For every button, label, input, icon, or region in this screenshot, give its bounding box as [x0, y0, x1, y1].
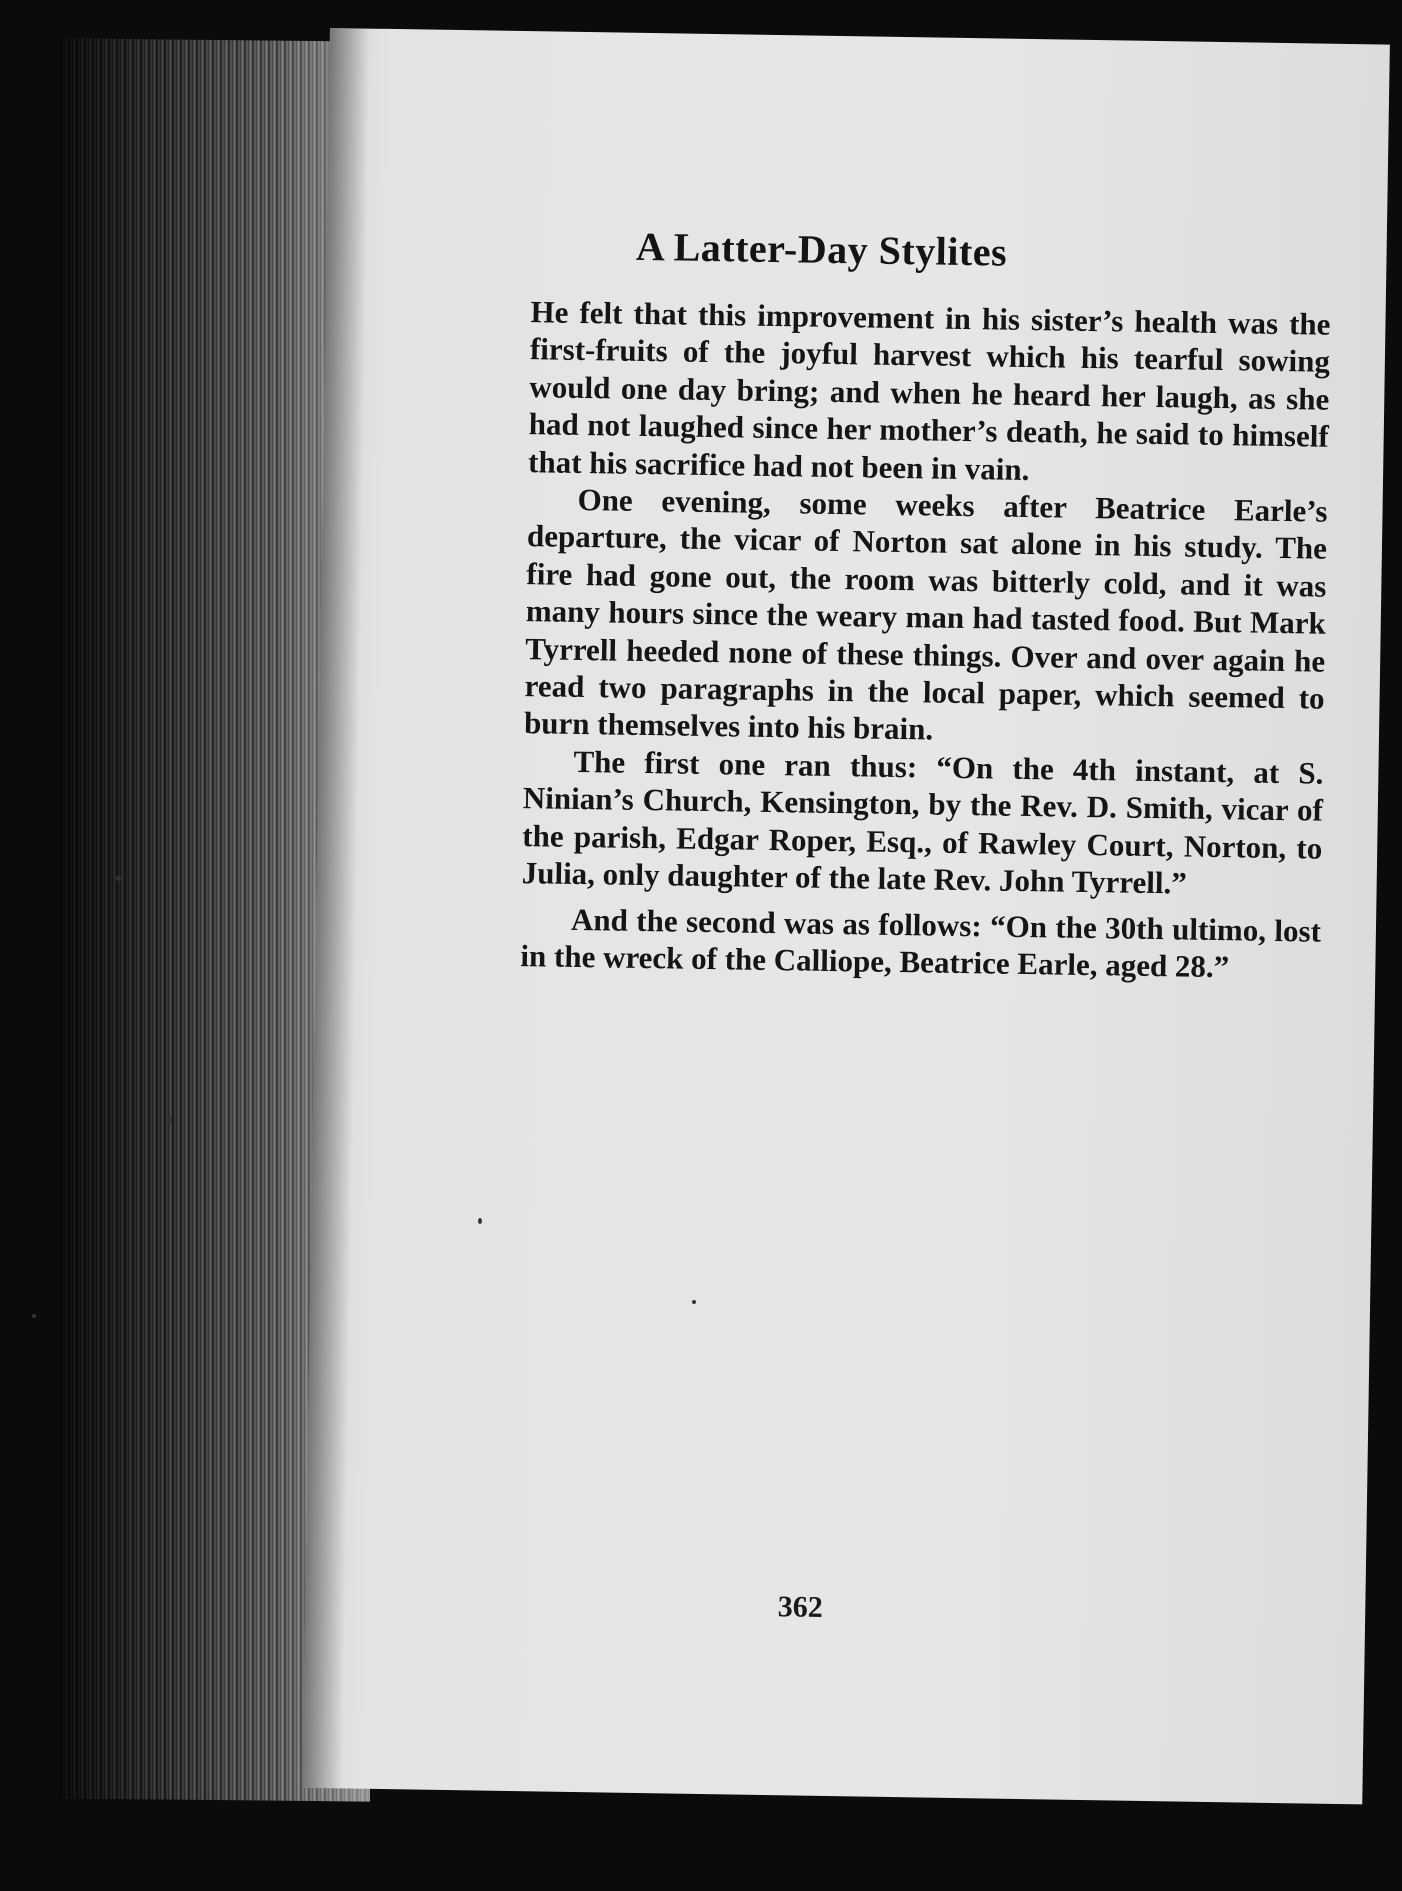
page-number: 362 — [777, 1590, 824, 1624]
paragraph: And the second was as follows: “On the 30th ultimo, lost in the wreck of the Calliope, Beatrice Earle, aged 28.” — [520, 901, 1322, 985]
dust-speck — [168, 1118, 172, 1122]
dust-speck — [32, 1314, 36, 1318]
running-head: A Latter-Day Stylites — [635, 223, 1008, 275]
paragraph: He felt that this improvement in his sister’s health was the first-fruits of the joyful harvest which his tearful sowing would one day bring; and when he heard her laugh, as she had not laughed since her mother’s death, he said to himself that his sacrifice had not been in vain. — [527, 294, 1331, 487]
dust-speck — [692, 1300, 696, 1304]
dust-speck — [478, 1218, 482, 1224]
dust-speck — [116, 876, 121, 881]
body-text — [520, 293, 1331, 987]
paragraph: One evening, some weeks after Beatrice Earle’s departure, the vicar of Norton sat alone in his study. The fire had gone out, the room was bitterly cold, and it was many hours since the weary man had tasted food. But Mark Tyrrell heeded none of these things. Over and over again he read two paragraphs in the local paper, which seemed to burn themselves into his brain. — [523, 481, 1328, 748]
paragraph: The first one ran thus: “On the 4th instant, at S. Ninian’s Church, Kensington, by the Rev. D. Smith, vicar of the parish, Edgar Roper, Esq., of Rawley Court, Norton, to Julia, only daughter of the late Rev. John Tyrrell.” — [521, 743, 1324, 901]
book-page — [302, 28, 1390, 1804]
